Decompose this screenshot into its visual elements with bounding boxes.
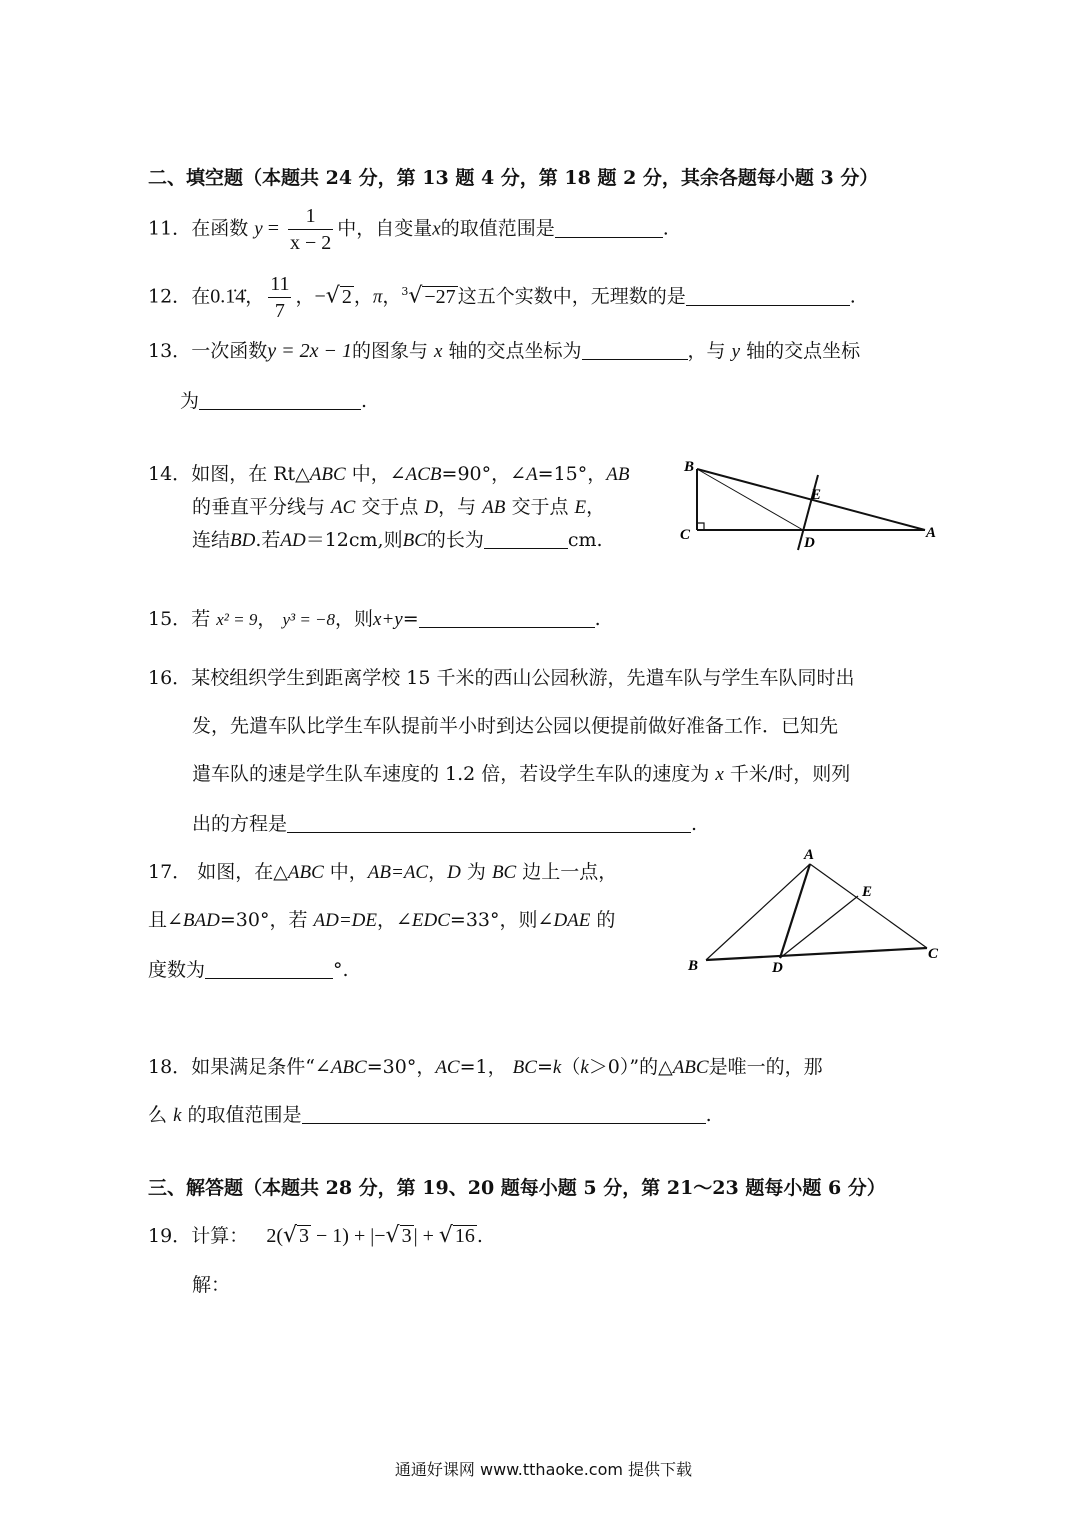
label-A: A [926,525,937,541]
question-14-line2: 的垂直平分线与 AC 交于点 D，与 AB 交于点 E， [192,496,606,518]
label-C: C [680,527,691,543]
answer-blank[interactable] [582,341,688,360]
label-A: A [804,847,815,863]
label-B: B [684,459,695,475]
question-17-line3: 度数为 °. [148,959,349,981]
question-18: 18．如果满足条件“∠ABC=30°，AC=1， BC=k（k＞0）”的△ABC是唯一的，那 [148,1056,823,1078]
question-17-line2: 且∠BAD=30°，若 AD=DE，∠EDC=33°，则∠DAE 的 [148,909,616,931]
label-E: E [811,487,822,503]
answer-blank[interactable] [555,219,663,238]
question-16: 16．某校组织学生到距离学校 15 千米的西山公园秋游，先遣车队与学生车队同时出 [148,667,855,689]
section2-heading: 二、填空题（本题共 24 分，第 13 题 4 分，第 18 题 2 分，其余各题每小题 3 分） [148,167,879,189]
label-C: C [928,946,939,962]
fraction: $\frac{11}{7}$ [270,273,290,322]
question-17: 17． 如图，在△ABC 中，AB=AC，D 为 BC 边上一点， [148,861,618,883]
question-16-line4: 出的方程是 . [192,813,698,835]
footer-credit: 通通好课网 www.tthaoke.com 提供下载 [394,1460,693,1479]
question-16-line2: 发，先遣车队比学生车队提前半小时到达公园以便提前做好准备工作．已知先 [192,715,839,737]
label-D: D [772,960,783,976]
question-13: 13．一次函数y = 2x − 1的图象与 x 轴的交点坐标为 ，与 y 轴的交点坐标 [148,340,861,362]
answer-blank[interactable] [302,1105,706,1124]
answer-label: 解： [192,1274,231,1296]
question-13-line2: 为 . [180,390,368,412]
label-B: B [688,958,699,974]
label-D: D [804,535,815,551]
answer-blank[interactable] [686,287,850,306]
answer-blank[interactable] [199,391,361,410]
question-15: 15．若 x² = 9， y³ = −8，则x+y= . [148,608,601,630]
answer-blank[interactable] [205,960,333,979]
label-E: E [862,884,873,900]
triangle-figure-14 [670,455,945,555]
question-11: 11．在函数 y = $\frac{1}{x - 2}$ 中，自变量x的取值范围是 . [148,205,669,254]
question-12: 12．在0.1̇4̇， $\frac{11}{7}$ ，−√ 2 ，π，$^3$√ −27 这五个实数中，无理数的是 . [148,273,856,322]
section3-heading: 三、解答题（本题共 28 分，第 19、20 题每小题 5 分，第 21～23 题每小题 6 分） [148,1177,886,1199]
answer-blank[interactable] [419,609,595,628]
question-19: 19．计算： 2(√ 3 − 1) + |−√ 3 | + √ 16 . [148,1223,483,1248]
question-14: 14．如图，在 Rt△ABC 中，∠ACB=90°，∠A=15°，AB [148,463,630,485]
question-14-line3: 连结BD.若AD＝12cm,则BC的长为 cm. [192,529,603,551]
fraction: $\frac{1}{x - 2}$ [289,205,332,254]
answer-blank[interactable] [287,814,691,833]
question-16-line3: 遣车队的速是学生队车速度的 1.2 倍，若设学生车队的速度为 x 千米/时，则列 [192,763,851,785]
question-18-line2: 么 k 的取值范围是 . [148,1104,712,1126]
triangle-figure-17 [680,840,950,980]
answer-blank[interactable] [484,530,568,549]
